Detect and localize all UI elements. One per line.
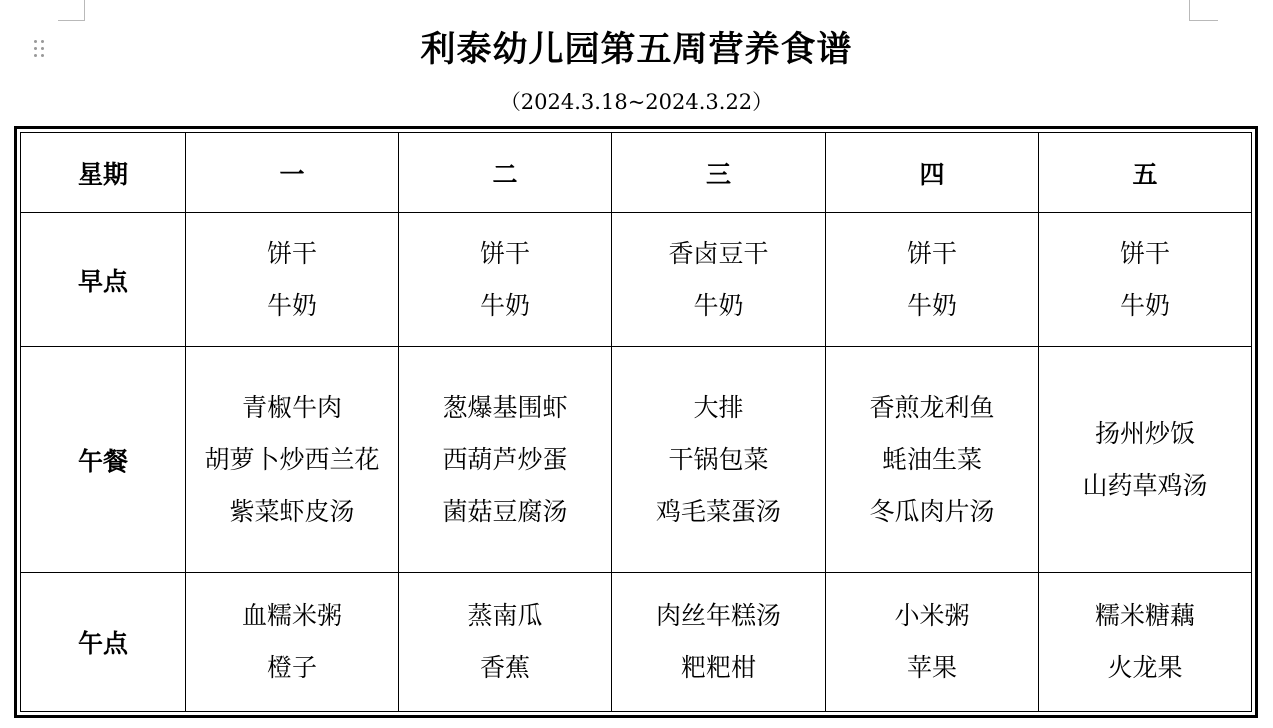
- dish-item: 青椒牛肉: [241, 392, 342, 422]
- menu-cell-mon: [186, 347, 399, 573]
- menu-cell-tue: [399, 213, 612, 347]
- dish-item: 扬州炒饭: [1094, 418, 1195, 448]
- menu-cell-wed: [612, 573, 826, 712]
- dish-item: 饼干: [1119, 238, 1170, 268]
- day-header-thu: 四: [826, 133, 1039, 213]
- dish-item: 牛奶: [266, 290, 317, 320]
- dish-item: 菌菇豆腐汤: [442, 496, 568, 526]
- dish-item: 粑粑柑: [680, 653, 756, 682]
- dish-item: 饼干: [906, 238, 957, 268]
- dish-item: 蒸南瓜: [467, 601, 543, 630]
- dish-item: 橙子: [266, 653, 317, 682]
- dish-item: 干锅包菜: [668, 444, 769, 474]
- dish-item: 西葫芦炒蛋: [442, 444, 568, 474]
- dish-item: 牛奶: [479, 290, 530, 320]
- menu-cell-fri: [1039, 213, 1252, 347]
- date-range-subtitle: （2024.3.18~2024.3.22）: [499, 90, 774, 114]
- dish-item: 饼干: [266, 238, 317, 268]
- menu-cell-tue: [399, 573, 612, 712]
- weekday-header-label: 星期: [21, 133, 186, 213]
- table-row-afternoon-snack: [21, 573, 1252, 712]
- table-row-morning-snack: [21, 213, 1252, 347]
- dish-item: 蚝油生菜: [881, 444, 982, 474]
- menu-cell-fri: [1039, 347, 1252, 573]
- menu-cell-tue: [399, 347, 612, 573]
- dish-item: 饼干: [479, 238, 530, 268]
- dish-item: 香蕉: [479, 653, 530, 682]
- menu-cell-thu: [826, 213, 1039, 347]
- menu-table-frame: [14, 126, 1258, 718]
- page-margin-corner-left: [58, 0, 85, 21]
- meal-label: 早点: [21, 213, 186, 347]
- menu-cell-mon: [186, 573, 399, 712]
- dish-item: 苹果: [906, 653, 957, 682]
- dish-item: 血糯米粥: [241, 601, 342, 630]
- dish-item: 火龙果: [1107, 653, 1183, 682]
- document-title: 利泰幼儿园第五周营养食谱: [420, 29, 853, 70]
- table-header-row: [21, 133, 1252, 213]
- dish-item: 肉丝年糕汤: [655, 601, 781, 630]
- menu-cell-fri: [1039, 573, 1252, 712]
- dish-item: 牛奶: [1119, 290, 1170, 320]
- day-header-mon: 一: [186, 133, 399, 213]
- menu-cell-wed: [612, 347, 826, 573]
- dish-item: 山药草鸡汤: [1082, 470, 1208, 500]
- dish-item: 大排: [693, 392, 744, 422]
- day-header-wed: 三: [612, 133, 826, 213]
- menu-cell-wed: [612, 213, 826, 347]
- dish-item: 胡萝卜炒西兰花: [204, 444, 380, 474]
- dish-item: 牛奶: [693, 290, 744, 320]
- dish-item: 牛奶: [906, 290, 957, 320]
- day-header-fri: 五: [1039, 133, 1252, 213]
- dish-item: 小米粥: [894, 601, 970, 630]
- dish-item: 葱爆基围虾: [442, 392, 568, 422]
- meal-label: 午点: [21, 573, 186, 712]
- dish-item: 紫菜虾皮汤: [229, 496, 355, 526]
- dish-item: 香卤豆干: [668, 238, 769, 268]
- meal-label: 午餐: [21, 347, 186, 573]
- dish-item: 香煎龙利鱼: [869, 392, 995, 422]
- menu-cell-thu: [826, 347, 1039, 573]
- page-margin-corner-right: [1189, 0, 1218, 21]
- menu-table: [20, 132, 1252, 712]
- dish-item: 糯米糖藕: [1094, 601, 1195, 630]
- dish-item: 鸡毛菜蛋汤: [655, 496, 781, 526]
- menu-cell-mon: [186, 213, 399, 347]
- day-header-tue: 二: [399, 133, 612, 213]
- table-row-lunch: [21, 347, 1252, 573]
- menu-cell-thu: [826, 573, 1039, 712]
- dish-item: 冬瓜肉片汤: [869, 496, 995, 526]
